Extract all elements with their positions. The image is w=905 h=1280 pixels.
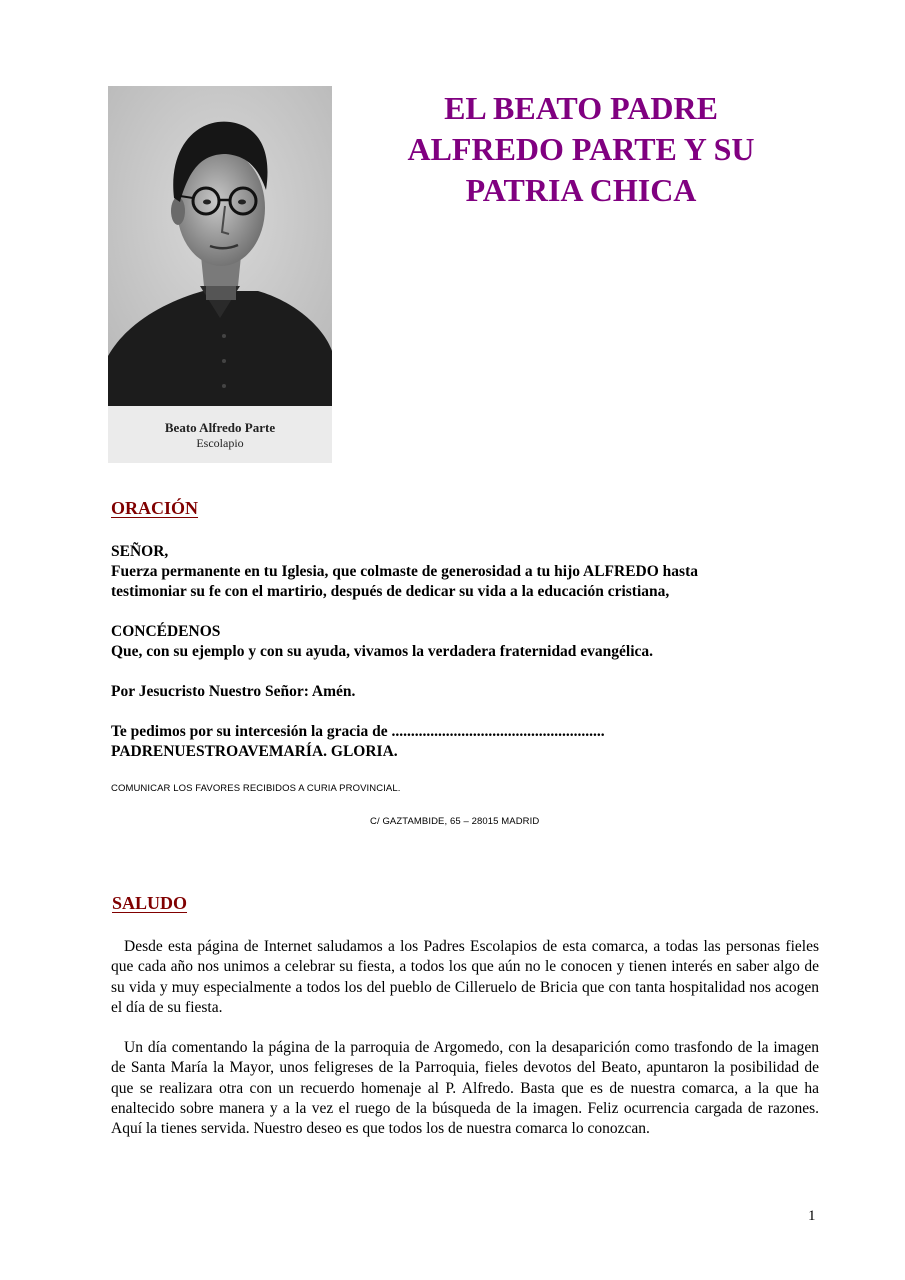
saludo-paragraph-2: Un día comentando la página de la parroquia de Argomedo, con la desaparición como trasfondo de la imagen de Santa María la Mayor, unos feligreses de la Parroquia, fieles devotos del Beato, apuntaron la posibilidad de que se realizara otra con un recuerdo homenaje al P. Alfredo. Basta que es de nuestra comarca, a la que ha enaltecido sobre manera y a la vez el ruego de la búsqueda de la imagen. Feliz ocurrencia cargada de razones. Aquí la tienes servida. Nuestro deseo es que todos los de nuestra comarca lo conozcan. <box>111 1039 819 1138</box>
saludo-paragraph-1: Desde esta página de Internet saludamos a los Padres Escolapios de esta comarca, a todas las personas fieles que cada año nos unimos a celebrar su fiesta, a todos los que aún no le conocen y tienen interés en saber algo de su vida y muy especialmente a todos los del pueblo de Cilleruelo de Bricia que con tanta hospitalidad nos acogen el día de su fiesta. <box>111 938 819 1016</box>
portrait-photo <box>108 86 332 463</box>
curia-address: C/ GAZTAMBIDE, 65 – 28015 MADRID <box>370 816 540 827</box>
prayer-line-testimoniar: testimoniar su fe con el martirio, después de dedicar su vida a la educación cristiana, <box>111 583 670 600</box>
prayer-line-concedenos: CONCÉDENOS <box>111 623 221 640</box>
title-line-1: EL BEATO PADRE <box>444 90 718 126</box>
prayer-line-gracia: Te pedimos por su intercesión la gracia de ....................................................... <box>111 723 605 740</box>
caption-order: Escolapio <box>196 436 244 450</box>
portrait-caption <box>108 420 332 451</box>
prayer-line-padrenuestro: PADRENUESTROAVEMARÍA. GLORIA. <box>111 743 398 760</box>
prayer-line-senor: SEÑOR, <box>111 543 169 560</box>
prayer-line-amen: Por Jesucristo Nuestro Señor: Amén. <box>111 683 356 700</box>
portrait-image <box>108 86 332 406</box>
saludo-heading: SALUDO <box>112 893 188 913</box>
caption-name: Beato Alfredo Parte <box>164 420 276 435</box>
page-number: 1 <box>808 1208 816 1224</box>
document-title <box>370 88 792 211</box>
prayer-line-fuerza: Fuerza permanente en tu Iglesia, que colmaste de generosidad a tu hijo ALFREDO hasta <box>111 563 698 580</box>
curia-notice: COMUNICAR LOS FAVORES RECIBIDOS A CURIA PROVINCIAL. <box>111 783 401 794</box>
title-line-3: PATRIA CHICA <box>465 172 697 208</box>
oracion-heading: ORACIÓN <box>111 498 199 518</box>
prayer-line-ejemplo: Que, con su ejemplo y con su ayuda, vivamos la verdadera fraternidad evangélica. <box>111 643 654 660</box>
title-line-2: ALFREDO PARTE Y SU <box>407 131 755 167</box>
